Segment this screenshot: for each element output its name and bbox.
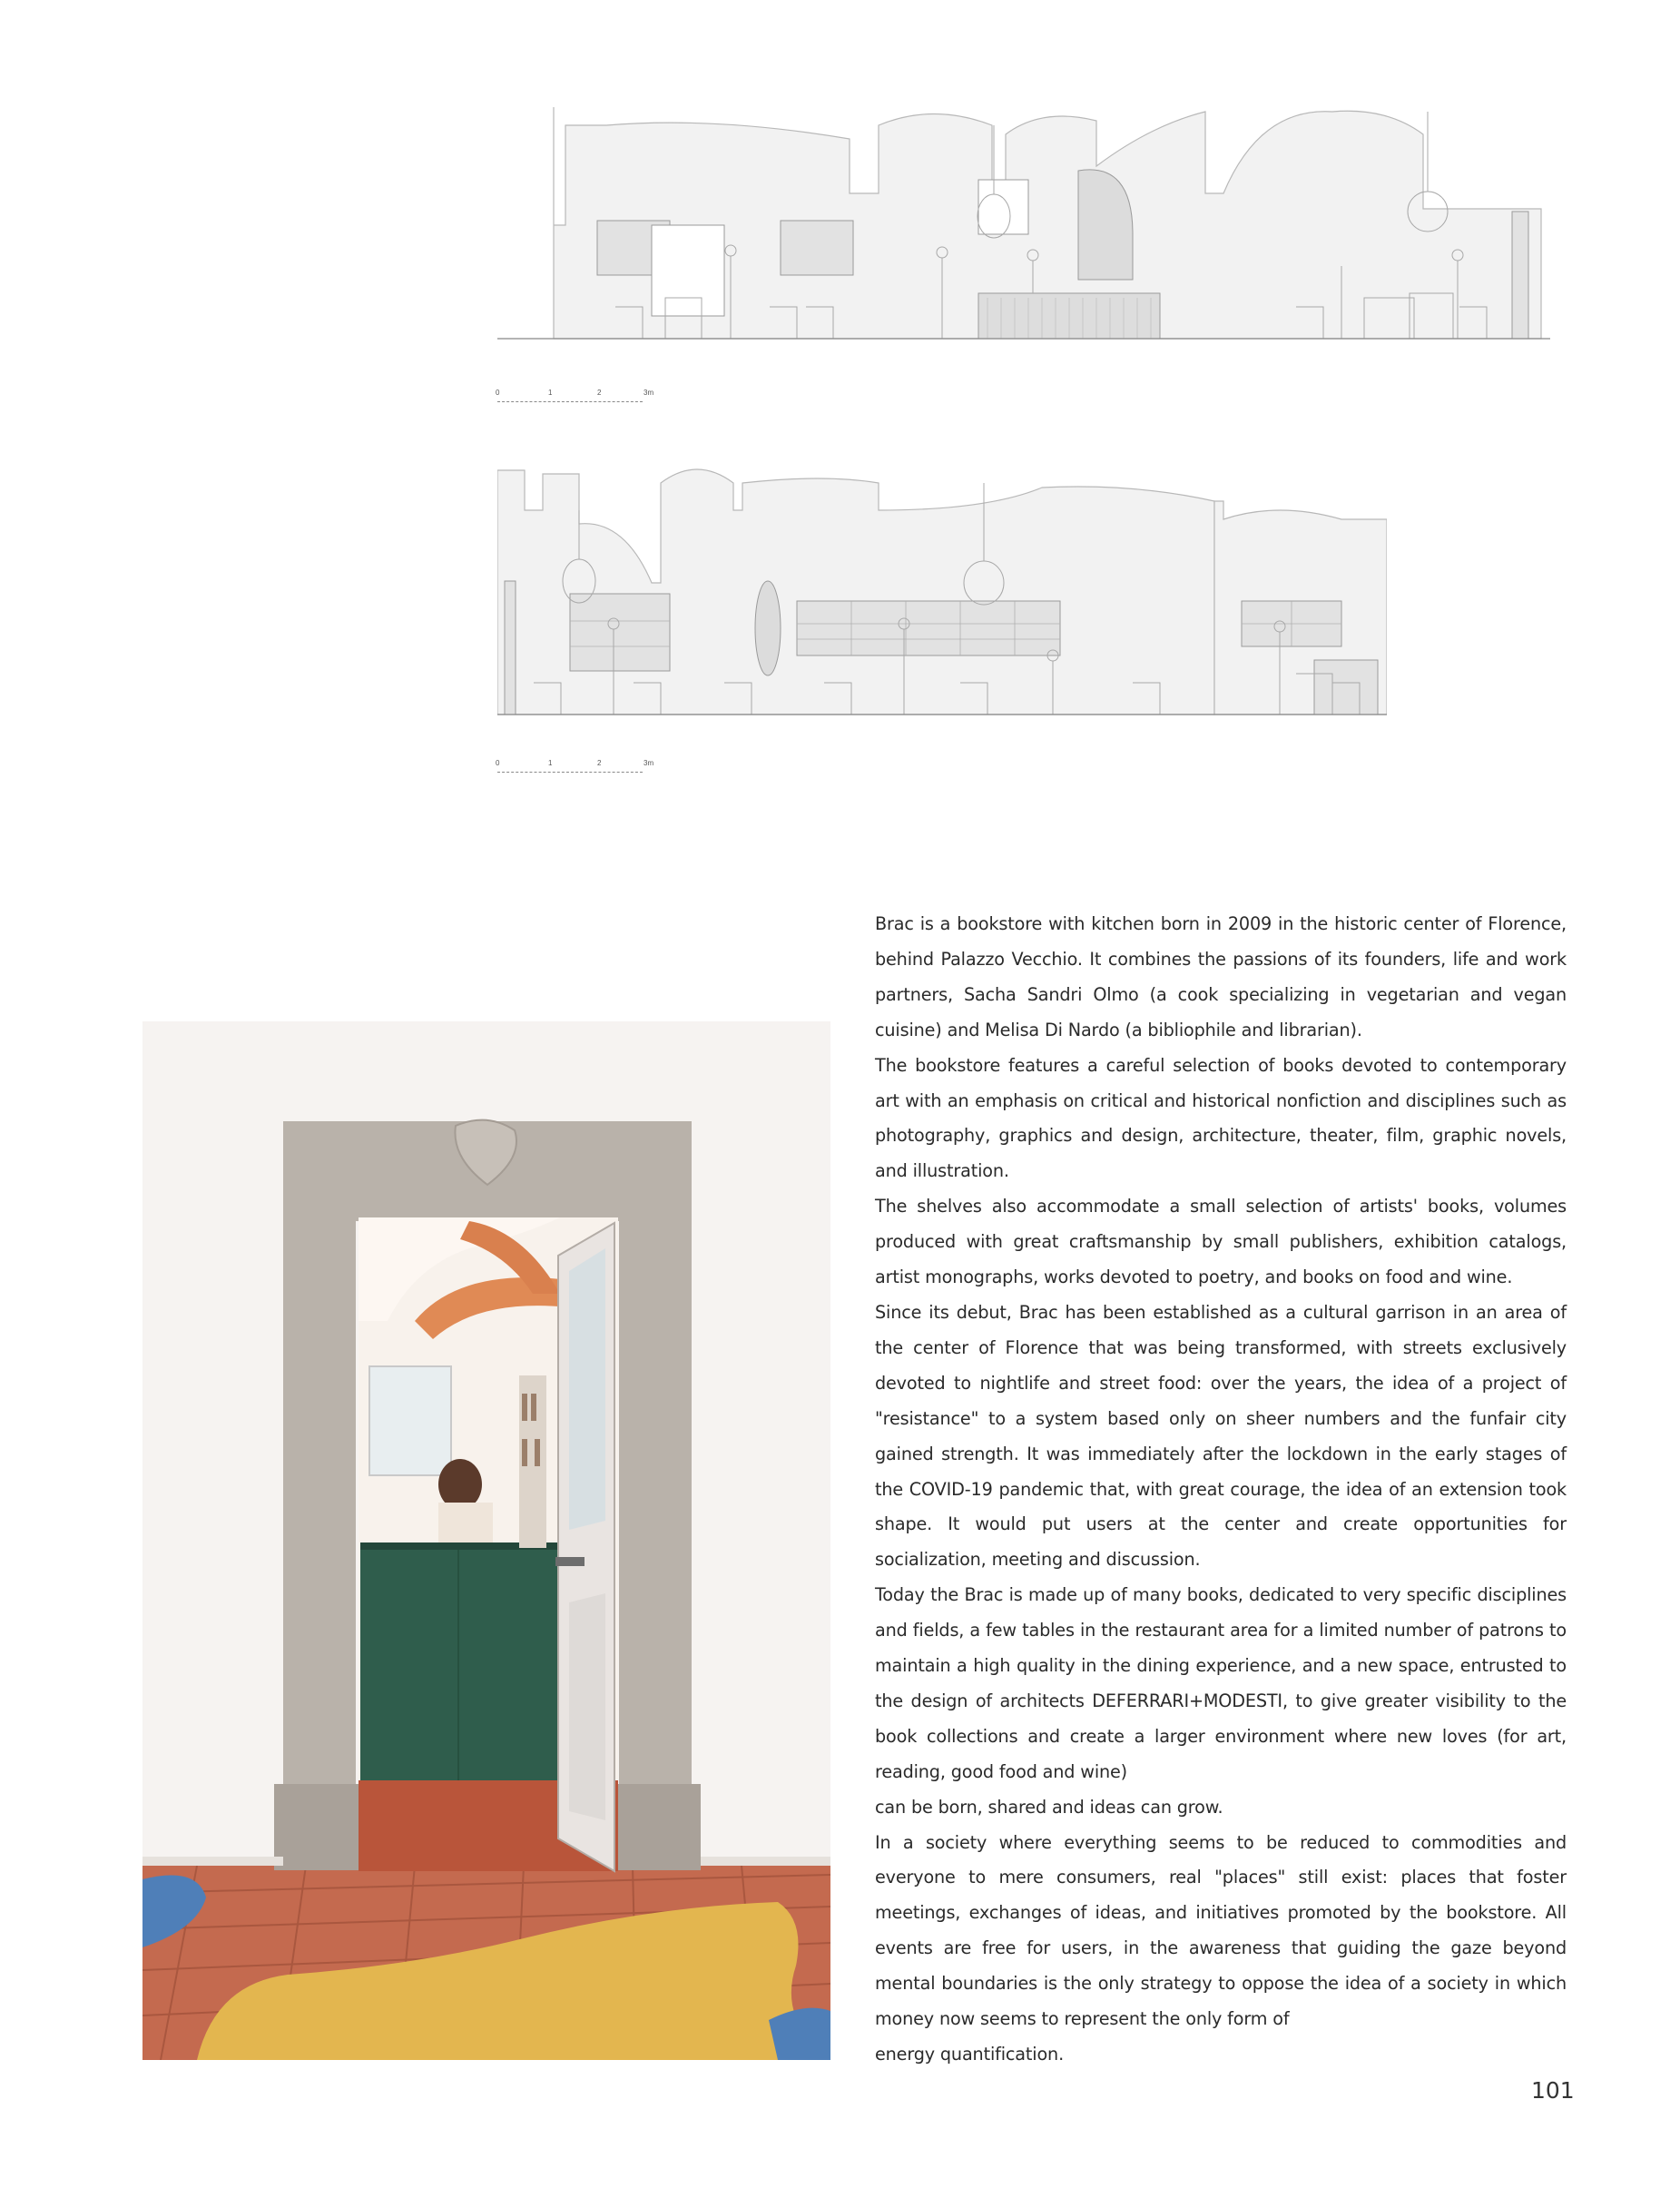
article-paragraph: can be born, shared and ideas can grow.	[875, 1796, 1223, 1818]
scale-bar-1	[496, 389, 668, 409]
article-paragraph: Today the Brac is made up of many books, dedicated to very specific disciplines and fields, a few tables in the restaurant area for a limited number of patrons to maintain a high quality in the dining experience, and a new space, entrusted to the design of architects DEFERRARI+MODESTI, to give greater visibility to the book collections and create a larger environment where new loves (for art, reading, good food and wine)	[875, 1584, 1567, 1782]
scale-label: 3m	[644, 759, 654, 767]
scale-label: 0	[496, 759, 500, 767]
scale-line	[497, 401, 643, 402]
scale-label: 3m	[644, 389, 654, 397]
scale-line	[497, 772, 643, 773]
scale-bar-2	[496, 759, 668, 779]
article-paragraph: energy quantification.	[875, 2044, 1065, 2065]
scale-label: 0	[496, 389, 500, 397]
scale-label: 2	[597, 389, 602, 397]
doorway-photo	[142, 1021, 830, 2060]
article-body	[875, 907, 1567, 2073]
page-number: 101	[1531, 2077, 1575, 2104]
article-paragraph: Since its debut, Brac has been established as a cultural garrison in an area of the center of Florence that was being transformed, with streets exclusively devoted to nightlife and street food: over the years, the idea of a project of "resistance" to a system based only on sheer numbers and the funfair city gained strength. It was immediately after the lockdown in the early stages of the COVID-19 pandemic that, with great courage, the idea of an extension took shape. It would put users at the center and create opportunities for socialization, meeting and discussion.	[875, 1301, 1567, 1571]
scale-label: 2	[597, 759, 602, 767]
article-paragraph: Brac is a bookstore with kitchen born in 2009 in the historic center of Florence, behind Palazzo Vecchio. It combines the passions of its founders, life and work partners, Sacha Sandri Olmo (a cook specializing in vegetarian and vegan cuisine) and Melisa Di Nardo (a bibliophile and librarian).	[875, 913, 1567, 1040]
architectural-section-drawing-2	[497, 465, 1387, 724]
scale-label: 1	[548, 389, 553, 397]
article-paragraph: The bookstore features a careful selection of books devoted to contemporary art with an emphasis on critical and historical nonfiction and disciplines such as photography, graphics and design, architecture, theater, film, graphic novels, and illustration.	[875, 1054, 1567, 1182]
architectural-section-drawing-1	[497, 107, 1550, 348]
article-paragraph: In a society where everything seems to be reduced to commodities and everyone to mere consumers, real "places" still exist: places that foster meetings, exchanges of ideas, and initiatives promoted by the bookstore. All events are free for users, in the awareness that guiding the gaze beyond mental boundaries is the only strategy to oppose the idea of a society in which money now seems to represent the only form of	[875, 1831, 1567, 2030]
article-paragraph: The shelves also accommodate a small selection of artists' books, volumes produced with great craftsmanship by small publishers, exhibition catalogs, artist monographs, works devoted to poetry, and books on food and wine.	[875, 1196, 1567, 1288]
scale-label: 1	[548, 759, 553, 767]
